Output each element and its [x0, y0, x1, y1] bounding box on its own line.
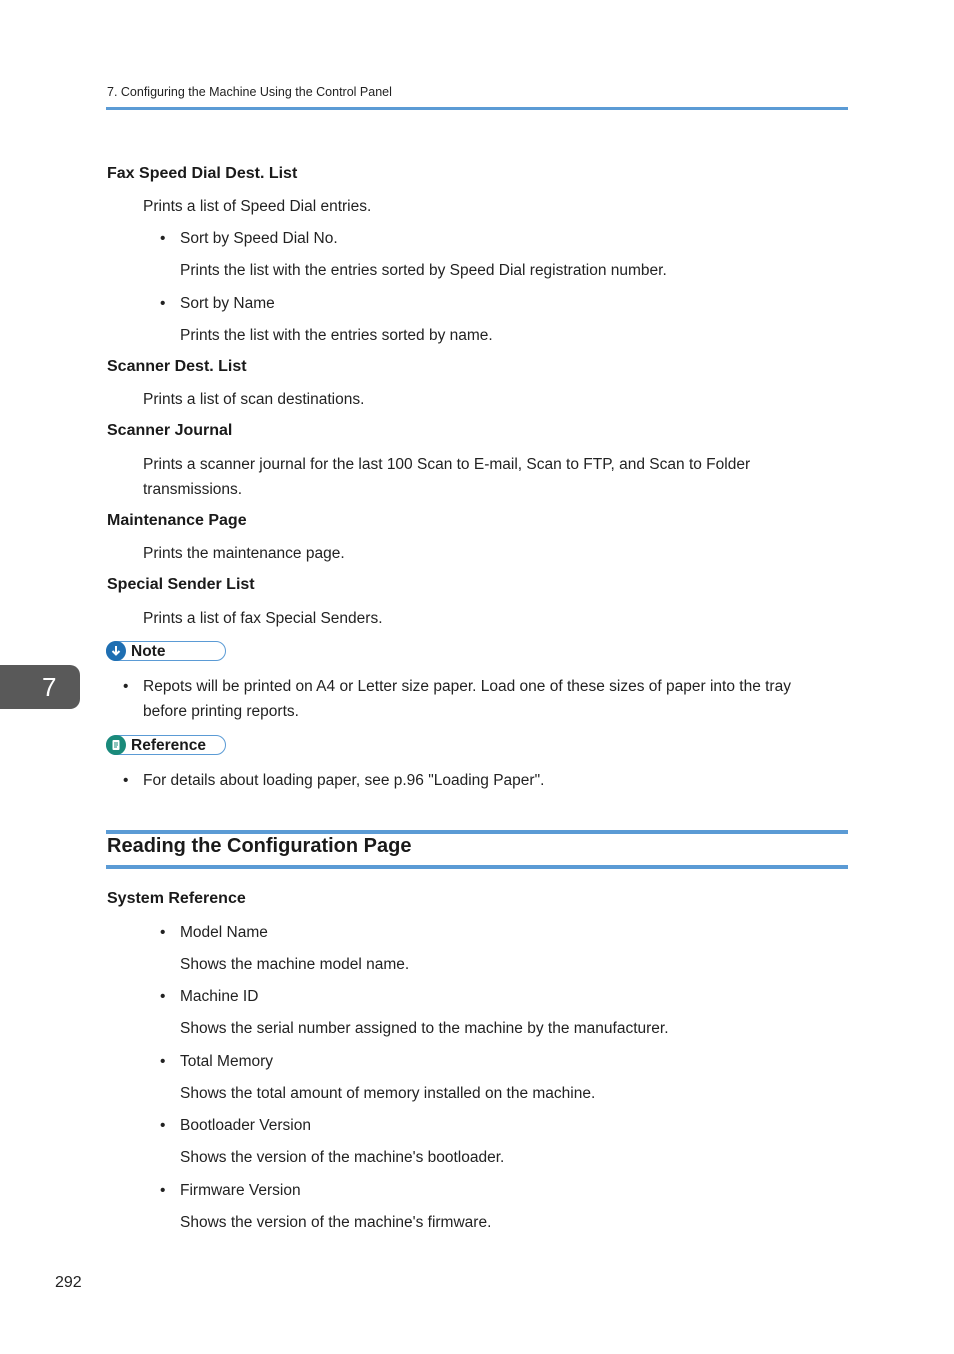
scanner-journal-desc-cont: transmissions. [143, 481, 243, 498]
list-item-desc: Prints the list with the entries sorted by Speed Dial registration number. [180, 262, 667, 279]
list-item: • Total Memory [180, 1053, 273, 1071]
maintenance-desc: Prints the maintenance page. [143, 545, 345, 562]
section-rule-top [106, 830, 848, 834]
special-sender-desc: Prints a list of fax Special Senders. [143, 610, 383, 627]
list-item: • Model Name [180, 924, 268, 942]
section-rule-bottom [106, 865, 848, 869]
list-item-desc: Shows the total amount of memory installed on the machine. [180, 1085, 596, 1102]
fax-speed-dial-desc: Prints a list of Speed Dial entries. [143, 198, 372, 215]
term-scanner-dest: Scanner Dest. List [107, 358, 247, 375]
list-item-desc: Shows the machine model name. [180, 956, 410, 973]
list-item-desc: Prints the list with the entries sorted by name. [180, 327, 493, 344]
list-item-desc: Shows the version of the machine's bootloader. [180, 1149, 505, 1166]
page-number: 292 [55, 1274, 82, 1291]
down-arrow-icon [106, 641, 126, 661]
reference-badge [106, 735, 226, 755]
scanner-dest-desc: Prints a list of scan destinations. [143, 391, 365, 408]
term-special-sender: Special Sender List [107, 576, 255, 593]
term-maintenance-page: Maintenance Page [107, 512, 247, 529]
term-fax-speed-dial: Fax Speed Dial Dest. List [107, 165, 298, 182]
term-scanner-journal: Scanner Journal [107, 422, 233, 439]
list-item: • Machine ID [180, 988, 258, 1006]
list-item-desc: Shows the version of the machine's firmware. [180, 1214, 492, 1231]
subsection-title: System Reference [107, 890, 246, 907]
list-item: • Sort by Name [180, 295, 275, 313]
reference-label: Reference [131, 737, 206, 754]
running-header: 7. Configuring the Machine Using the Control Panel [107, 85, 392, 99]
list-item: • Firmware Version [180, 1182, 301, 1200]
list-item-desc: Shows the serial number assigned to the machine by the manufacturer. [180, 1020, 669, 1037]
chapter-tab: 7 [0, 665, 80, 709]
section-title: Reading the Configuration Page [107, 835, 412, 857]
note-item-cont: before printing reports. [143, 703, 299, 720]
note-label: Note [131, 643, 166, 660]
note-item: • Repots will be printed on A4 or Letter size paper. Load one of these sizes of paper into the tray [143, 678, 791, 696]
note-badge [106, 641, 226, 661]
header-rule [106, 107, 848, 110]
list-item: • Sort by Speed Dial No. [180, 230, 338, 248]
scanner-journal-desc: Prints a scanner journal for the last 100 Scan to E-mail, Scan to FTP, and Scan to Folder [143, 456, 751, 473]
document-icon [106, 735, 126, 755]
list-item: • Bootloader Version [180, 1117, 311, 1135]
reference-item: • For details about loading paper, see p.96 "Loading Paper". [143, 772, 544, 790]
